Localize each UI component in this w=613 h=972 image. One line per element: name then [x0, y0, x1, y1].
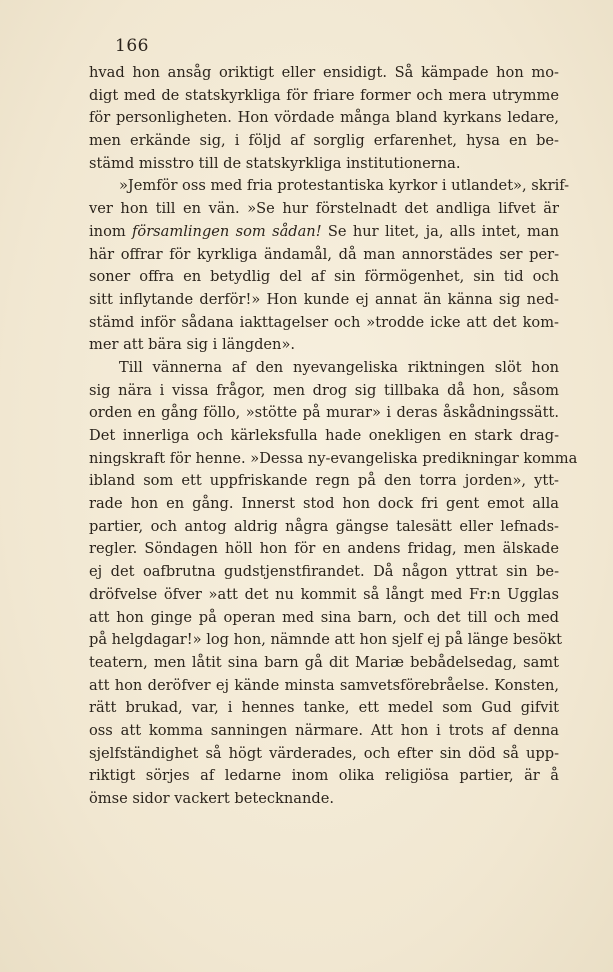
- emphasized-text: församlingen som sådan!: [132, 222, 322, 240]
- text-line: »Jemför oss med fria protestantiska kyrkor i utlandet», skrif-: [119, 177, 570, 195]
- text-line: ver hon till en vän. »Se hur förstelnadt det andliga lifvet är: [89, 200, 559, 218]
- text-line: rätt brukad, var, i hennes tanke, ett medel som Gud gifvit: [89, 699, 559, 717]
- text-line: att hon ginge på operan med sina barn, och det till och med: [89, 608, 559, 626]
- text-line: sjelfständighet så högt värderades, och efter sin död så upp-: [89, 744, 559, 762]
- text-line: dröfvelse öfver »att det nu kommit så långt med Fr:n Ugglas: [89, 585, 559, 603]
- text-line: sig nära i vissa frågor, men drog sig tillbaka då hon, såsom: [89, 381, 559, 399]
- text-line: ningskraft för henne. »Dessa ny-evangeliska predikningar komma: [89, 449, 578, 467]
- text-line: digt med de statskyrkliga för friare former och mera utrymme: [89, 86, 559, 104]
- text-line-with-emphasis: inom församlingen som sådan! Se hur litet, ja, alls intet, man: [89, 222, 559, 240]
- text-line: Det innerliga och kärleksfulla hade onekligen en stark drag-: [89, 427, 559, 444]
- text-line: riktigt sörjes af ledarne inom olika religiösa partier, är å: [89, 767, 559, 785]
- text-line: på helgdagar!» log hon, nämnde att hon sjelf ej på länge besökt: [89, 631, 562, 649]
- text-line: partier, och antog aldrig några gängse talesätt eller lefnads-: [89, 517, 559, 535]
- text-line: ej det oafbrutna gudstjenstfirandet. Då någon yttrat sin be-: [89, 563, 559, 581]
- text-line: hvad hon ansåg oriktigt eller ensidigt. Så kämpade hon mo-: [89, 64, 559, 81]
- text-line: Till vännerna af den nyevangeliska riktningen slöt hon: [119, 358, 559, 376]
- text-line: här offrar för kyrkliga ändamål, då man annorstädes ser per-: [89, 245, 559, 263]
- text-line: att hon deröfver ej kände minsta samvetsförebråelse. Konsten,: [89, 676, 559, 694]
- body-text: [89, 62, 578, 811]
- text-line: stämd inför sådana iakttagelser och »trodde icke att det kom-: [89, 313, 559, 331]
- text-line: sitt inflytande derför!» Hon kunde ej annat än känna sig ned-: [89, 290, 559, 308]
- text-line: orden en gång föllo, »stötte på murar» i deras åskådningssätt.: [89, 404, 559, 422]
- text-line: för personligheten. Hon vördade många bland kyrkans ledare,: [89, 109, 559, 127]
- text-line: rade hon en gång. Innerst stod hon dock fri gent emot alla: [89, 495, 559, 513]
- page-number: 166: [115, 36, 149, 56]
- text-line: ibland som ett uppfriskande regn på den torra jorden», ytt-: [89, 472, 559, 490]
- text-line: stämd misstro till de statskyrkliga institutionerna.: [89, 154, 461, 172]
- text-line: teatern, men låtit sina barn gå dit Mariæ bebådelsedag, samt: [89, 653, 559, 671]
- text-line: oss att komma sanningen närmare. Att hon i trots af denna: [89, 721, 559, 739]
- text-line: regler. Söndagen höll hon för en andens fridag, men älskade: [89, 540, 559, 558]
- text-line: mer att bära sig i längden».: [89, 336, 296, 354]
- text-line: ömse sidor vackert betecknande.: [89, 790, 334, 807]
- text-line: soner offra en betydlig del af sin förmögenhet, sin tid och: [89, 268, 559, 286]
- text-line: men erkände sig, i följd af sorglig erfarenhet, hysa en be-: [89, 132, 559, 150]
